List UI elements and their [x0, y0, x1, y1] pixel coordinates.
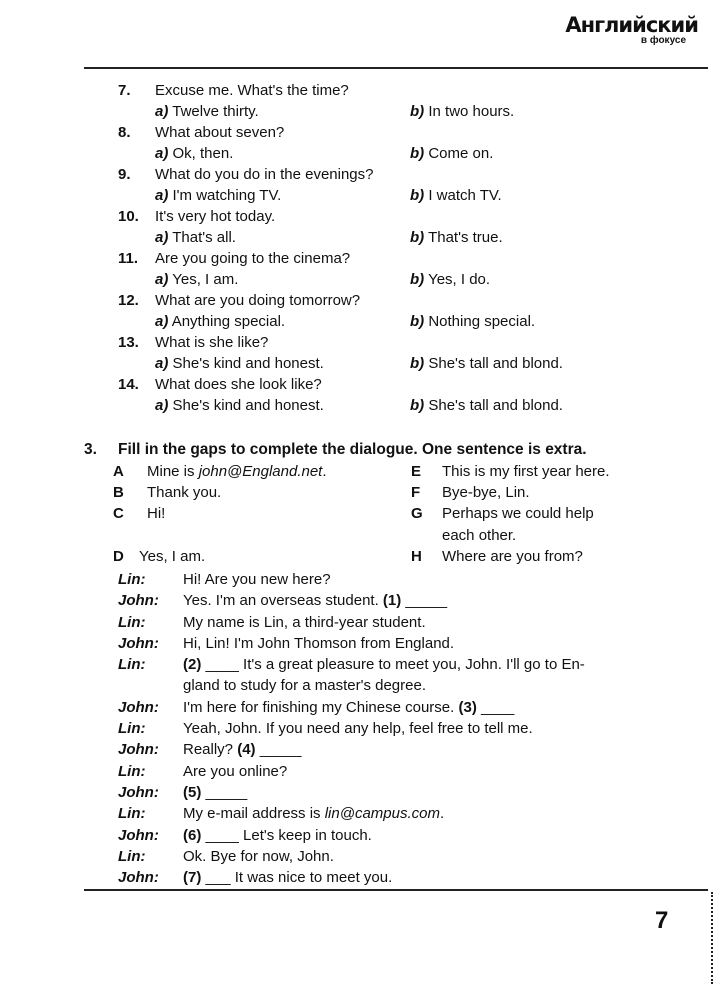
line-text: (7) ___ It was nice to meet you. [183, 869, 393, 887]
speaker: John: [118, 592, 159, 610]
question-text: Excuse me. What's the time? [155, 82, 349, 99]
gap-number: (3) [458, 698, 477, 716]
exercise-heading [84, 439, 610, 461]
dialogue-line [118, 825, 585, 846]
speaker: John: [118, 826, 159, 844]
line-text: My e-mail address is lin@campus.com. [183, 805, 445, 823]
speaker: Lin: [118, 656, 146, 674]
option-b[interactable]: b) I watch TV. [410, 187, 502, 204]
speaker: Lin: [118, 720, 146, 738]
dialogue-line [118, 633, 585, 654]
question-number: 14. [118, 376, 139, 393]
answer-options [118, 311, 563, 332]
question [118, 374, 563, 395]
dialogue-line [118, 867, 585, 888]
answer-options [118, 185, 563, 206]
choice-letter: D [113, 547, 124, 565]
line-text: Ok. Bye for now, John. [183, 847, 334, 865]
speaker: John: [118, 634, 159, 652]
question-number: 10. [118, 208, 139, 225]
exercise-number: 3. [84, 441, 97, 458]
question [118, 164, 563, 185]
option-b[interactable]: b) Nothing special. [410, 313, 536, 330]
question [118, 80, 563, 101]
exercise-instruction: Fill in the gaps to complete the dialogue. One sentence is extra. [118, 441, 587, 458]
choice-letter: E [411, 463, 422, 480]
question-number: 13. [118, 334, 139, 351]
option-a[interactable]: a) Anything special. [155, 313, 286, 330]
option-a[interactable]: a) She's kind and honest. [155, 355, 324, 372]
question-number: 11. [118, 250, 139, 267]
question-list [118, 80, 563, 416]
answer-options [118, 269, 563, 290]
top-divider [84, 67, 708, 69]
speaker: Lin: [118, 805, 146, 823]
question-text: It's very hot today. [155, 208, 276, 225]
gap-number: (6) [183, 826, 202, 844]
question [118, 248, 563, 269]
dialogue-line [118, 718, 585, 739]
line-text: gland to study for a master's degree. [183, 677, 426, 695]
gap-number: (2) [183, 656, 202, 674]
gap-number: (4) [237, 741, 256, 759]
choice-e: This is my first year here. [442, 463, 610, 480]
speaker: John: [118, 869, 159, 887]
choice-letter: G [411, 505, 423, 523]
logo-subtitle: в фокусе [640, 35, 686, 46]
choice-d: Yes, I am. [139, 547, 206, 565]
speaker: John: [118, 698, 159, 716]
option-a[interactable]: a) I'm watching TV. [155, 187, 282, 204]
line-text: Yeah, John. If you need any help, feel free to tell me. [183, 720, 533, 738]
choice-letter: B [113, 484, 124, 502]
gap-number: (1) [382, 592, 402, 610]
line-text: (6) ____ Let's keep in touch. [183, 826, 372, 844]
logo-title: Английский [565, 13, 698, 37]
question-text: What about seven? [155, 124, 285, 141]
choice-a: Mine is john@England.net. [147, 463, 327, 480]
dialogue-line [118, 803, 585, 824]
option-a[interactable]: a) Ok, then. [155, 145, 234, 162]
dialogue-line [118, 569, 585, 590]
choice-g: Perhaps we could help [442, 505, 594, 523]
gap-number: (7) [183, 869, 202, 887]
line-text: (2) ____ It's a great pleasure to meet you, John. I'll go to En- [183, 656, 585, 674]
question-number: 7. [118, 82, 131, 99]
question [118, 332, 563, 353]
dialogue-line [118, 654, 585, 675]
page-number: 7 [655, 907, 669, 934]
line-text: Hi! Are you new here? [183, 571, 331, 588]
dialogue-line [118, 590, 585, 611]
option-a[interactable]: a) Twelve thirty. [155, 103, 259, 120]
question-number: 12. [118, 292, 139, 309]
question-number: 8. [118, 124, 131, 141]
line-text: Really? (4) _____ [183, 741, 302, 759]
option-a[interactable]: a) That's all. [155, 229, 236, 246]
choice-letter: C [113, 505, 124, 523]
question [118, 290, 563, 311]
speaker [118, 675, 183, 696]
dialogue-line [118, 846, 585, 867]
choice-letter: F [411, 484, 421, 502]
dialogue-line [118, 782, 585, 803]
speaker: Lin: [118, 762, 146, 780]
answer-options [118, 353, 563, 374]
dialogue-line [118, 739, 585, 760]
answer-options [118, 227, 563, 248]
question [118, 122, 563, 143]
choice-letter: A [113, 463, 124, 480]
line-text: Hi, Lin! I'm John Thomson from England. [183, 634, 455, 652]
exercise-3 [84, 439, 610, 567]
speaker: John: [118, 783, 159, 801]
option-b[interactable]: b) That's true. [410, 229, 503, 246]
option-b[interactable]: b) She's tall and blond. [410, 355, 563, 372]
question [118, 206, 563, 227]
option-a[interactable]: a) Yes, I am. [155, 271, 239, 288]
line-text: My name is Lin, a third-year student. [183, 613, 426, 631]
choice-letter: H [411, 547, 422, 565]
line-text: Yes. I'm an overseas student. (1) _____ [183, 592, 448, 610]
question-number: 9. [118, 166, 131, 183]
speaker: Lin: [118, 847, 146, 865]
option-b[interactable]: b) Come on. [410, 145, 494, 162]
speaker: John: [118, 741, 159, 759]
question-text: What are you doing tomorrow? [155, 292, 361, 309]
textbook-logo [565, 14, 698, 46]
gap-number: (5) [183, 783, 202, 801]
bottom-divider [84, 889, 708, 891]
answer-options [118, 143, 563, 164]
choice-list [113, 461, 610, 567]
dialogue-line [118, 697, 585, 718]
option-b[interactable]: b) In two hours. [410, 103, 515, 120]
option-a[interactable]: a) She's kind and honest. [155, 397, 324, 414]
speaker: Lin: [118, 613, 146, 631]
question-text: What is she like? [155, 334, 269, 351]
choice-g-cont: each other. [442, 526, 517, 544]
line-text: I'm here for finishing my Chinese course. (3) ____ [183, 698, 515, 716]
dialogue-line [118, 612, 585, 633]
option-b[interactable]: b) She's tall and blond. [410, 397, 563, 414]
speaker: Lin: [118, 571, 146, 588]
line-text: (5) _____ [183, 783, 248, 801]
choice-b: Thank you. [147, 484, 222, 502]
dialogue-line [118, 675, 585, 696]
option-b[interactable]: b) Yes, I do. [410, 271, 491, 288]
choice-h: Where are you from? [442, 547, 583, 565]
question-text: What do you do in the evenings? [155, 166, 374, 183]
dialogue [118, 569, 585, 888]
page-edge-dots [711, 892, 713, 984]
choice-f: Bye-bye, Lin. [442, 484, 530, 502]
dialogue-line [118, 761, 585, 782]
line-text: Are you online? [183, 762, 288, 780]
answer-options [118, 395, 563, 416]
choice-c: Hi! [147, 505, 166, 523]
question-text: Are you going to the cinema? [155, 250, 351, 267]
question-text: What does she look like? [155, 376, 322, 393]
answer-options [118, 101, 563, 122]
